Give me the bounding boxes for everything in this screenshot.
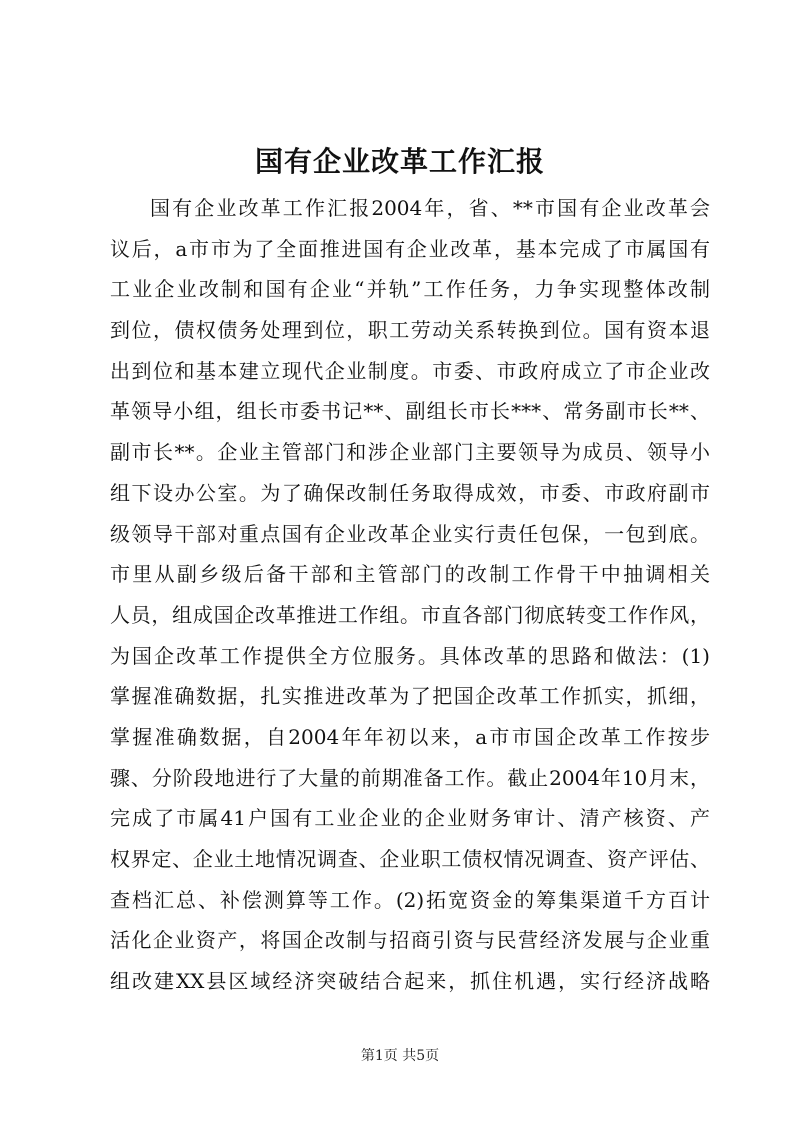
text-line: 革领导小组，组长市委书记**、副组长市长***、常务副市长**、 — [110, 399, 710, 424]
text-line: 骤、分阶段地进行了大量的前期准备工作。截止2004年10月末， — [110, 765, 710, 790]
body-paragraph — [110, 188, 710, 1002]
text-line: 副市长**。企业主管部门和涉企业部门主要领导为成员、领导小 — [110, 440, 710, 465]
text-line: 出到位和基本建立现代企业制度。市委、市政府成立了市企业改 — [110, 358, 710, 383]
text-line: 国有企业改革工作汇报2004年，省、**市国有企业改革会 — [150, 196, 710, 220]
text-line: 工业企业改制和国有企业“并轨”工作任务，力争实现整体改制 — [110, 277, 710, 302]
text-line: 组改建XX县区域经济突破结合起来，抓住机遇，实行经济战略 — [110, 969, 710, 994]
text-line: 掌握准确数据，扎实推进改革为了把国企改革工作抓实，抓细， — [110, 684, 710, 709]
page-number-footer: 第1页 共5页 — [360, 1048, 440, 1064]
text-line: 权界定、企业土地情况调查、企业职工债权情况调查、资产评估、 — [110, 847, 710, 871]
text-line: 掌握准确数据，自2004年年初以来，a市市国企改革工作按步 — [110, 724, 710, 749]
text-line: 人员，组成国企改革推进工作组。市直各部门彻底转变工作作风， — [110, 602, 710, 627]
text-line: 活化企业资产，将国企改制与招商引资与民营经济发展与企业重 — [110, 928, 710, 953]
text-line: 到位，债权债务处理到位，职工劳动关系转换到位。国有资本退 — [110, 318, 710, 343]
text-line: 组下设办公室。为了确保改制任务取得成效，市委、市政府副市 — [110, 480, 710, 505]
text-line: 级领导干部对重点国有企业改革企业实行责任包保，一包到底。 — [110, 521, 710, 546]
text-line: 市里从副乡级后备干部和主管部门的改制工作骨干中抽调相关 — [110, 562, 710, 587]
page-title: 国有企业改革工作汇报 — [254, 145, 545, 178]
text-line: 议后，a市市为了全面推进国有企业改革，基本完成了市属国有 — [110, 236, 710, 261]
text-line: 查档汇总、补偿测算等工作。(2)拓宽资金的筹集渠道千方百计 — [110, 887, 710, 912]
text-line: 完成了市属41户国有工业企业的企业财务审计、清产核资、产 — [110, 806, 710, 831]
text-line: 为国企改革工作提供全方位服务。具体改革的思路和做法：(1) — [110, 643, 710, 668]
